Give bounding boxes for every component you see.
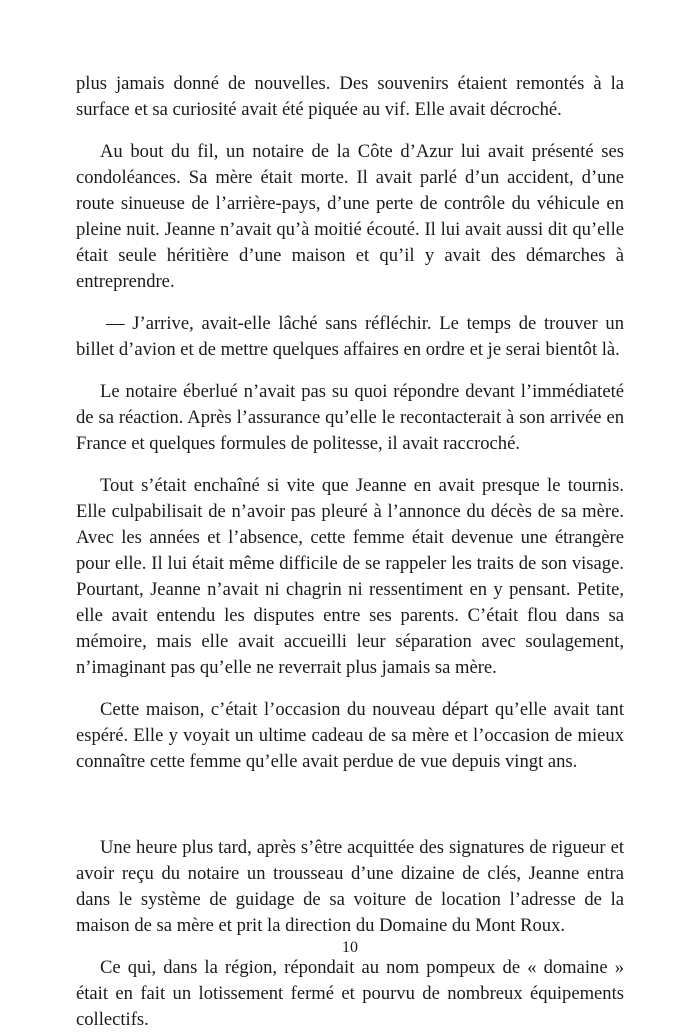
paragraph-notary-call: Au bout du fil, un notaire de la Côte d’Azur lui avait présenté ses condoléances. Sa mère était morte. Il avait parlé d’un accident, d’une route sinueuse de l’arrière-pays, d’une perte de contrôle du véhicule en pleine nuit. Jeanne n’avait qu’à moitié écouté. Il lui avait aussi dit qu’elle était seule héritière d’une maison et qu’il y avait des démarches à entreprendre. [76, 141, 624, 292]
page-number: 10 [342, 939, 358, 956]
paragraph-continuation: plus jamais donné de nouvelles. Des souvenirs étaient remontés à la surface et sa curiosité avait été piquée au vif. Elle avait décroché. [76, 73, 624, 120]
paragraph-domain: Ce qui, dans la région, répondait au nom pompeux de « domaine » était en fait un lotissement fermé et pourvu de nombreux équipements collectifs. [76, 957, 624, 1030]
paragraph-departure: Une heure plus tard, après s’être acquittée des signatures de rigueur et avoir reçu du notaire un trousseau d’une dizaine de clés, Jeanne entra dans le système de guidage de sa voiture de location l’adresse de la maison de sa mère et prit la direction du Domaine du Mont Roux. [76, 837, 624, 936]
paragraph-notary-reaction: Le notaire éberlué n’avait pas su quoi répondre devant l’immédiateté de sa réaction. Après l’assurance qu’elle le recontacterait à son arrivée en France et quelques formules de politesse, il avait raccroché. [76, 381, 624, 454]
paragraph-new-start: Cette maison, c’était l’occasion du nouveau départ qu’elle avait tant espéré. Elle y voyait un ultime cadeau de sa mère et l’occasion de mieux connaître cette femme qu’elle avait perdue de vue depuis vingt ans. [76, 699, 624, 772]
paragraph-dialogue: — J’arrive, avait-elle lâché sans réfléchir. Le temps de trouver un billet d’avion et de mettre quelques affaires en ordre et je serai bientôt là. [76, 313, 624, 360]
scene-break [76, 775, 624, 835]
paragraph-reflection: Tout s’était enchaîné si vite que Jeanne en avait presque le tournis. Elle culpabilisait de n’avoir pas pleuré à l’annonce du décès de sa mère. Avec les années et l’absence, cette femme était devenue une étrangère pour elle. Il lui était même difficile de se rappeler les traits de son visage. Pourtant, Jeanne n’avait ni chagrin ni ressentiment en y pensant. Petite, elle avait entendu les disputes entre ses parents. C’était flou dans sa mémoire, mais elle avait accueilli leur séparation avec soulagement, n’imaginant pas qu’elle ne reverrait plus jamais sa mère. [76, 475, 624, 678]
page-body [76, 71, 624, 1033]
